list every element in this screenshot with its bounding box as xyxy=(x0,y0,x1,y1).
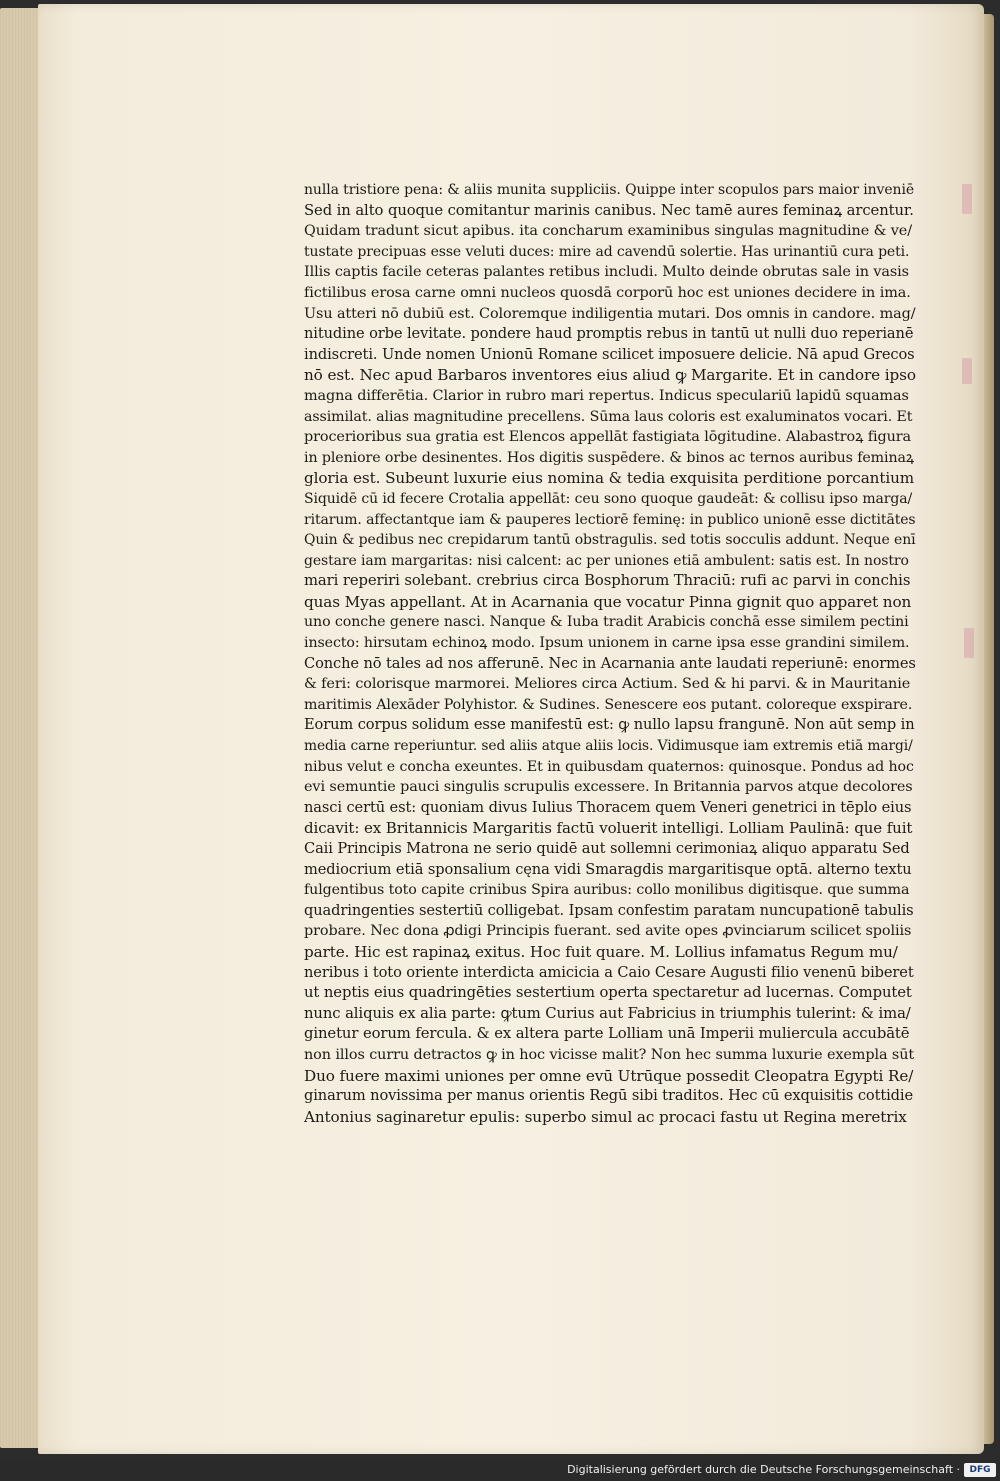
text-line: maritimis Alexāder Polyhistor. & Sudines. Senescere eos putant. coloreque exspirare. xyxy=(304,696,913,713)
text-line: ritarum. affectantque iam & pauperes lectiorē feminę: in publico unionē esse dictitātes xyxy=(304,511,916,528)
text-line: evi semuntie pauci singulis scrupulis excessere. In Britannia parvos atque decolores xyxy=(304,779,913,796)
text-line: Quin & pedibus nec crepidarum tantū obstragulis. sed totis socculis addunt. Neque enī xyxy=(304,532,916,549)
text-line: mediocrium etiā sponsalium cęna vidi Smaragdis margaritisque optā. alterno textu xyxy=(304,860,912,878)
text-line: Caii Principis Matrona ne serio quidē aut sollemni cerimoniaꝝ aliquo apparatu Sed xyxy=(304,840,910,857)
text-line: media carne reperiuntur. sed aliis atque aliis locis. Vidimusque iam extremis etiā margi/ xyxy=(304,738,913,755)
text-line: ut neptis eius quadringēties sestertium operta spectaretur ad lucernas. Computet xyxy=(304,984,912,1002)
page-right-edge xyxy=(984,14,994,1444)
text-line: mari reperiri solebant. crebrius circa Bosphorum Thraciū: rufi ac parvi in conchis xyxy=(304,572,911,590)
text-line: neribus i toto oriente interdicta amicicia a Caio Cesare Augusti filio venenū biberet xyxy=(304,963,914,981)
text-line: non illos curru detractos ꝙ in hoc vicisse malit? Non hec summa luxurie exempla sūt xyxy=(304,1046,915,1063)
text-line: Eorum corpus solidum esse manifestū est: ꝙ nullo lapsu frangunē. Non aūt semp in xyxy=(304,716,915,734)
text-line: Siquidē cū id fecere Crotalia appellāt: ceu sono quoque gaudeāt: & collisu ipso marga/ xyxy=(304,490,913,507)
text-line: Usu atteri nō dubiū est. Coloremque indiligentia mutari. Dos omnis in candore. mag/ xyxy=(304,305,916,322)
footer-credit: Digitalisierung gefördert durch die Deutsche Forschungsgemeinschaft · xyxy=(567,1463,960,1476)
text-line: in pleniore orbe desinentes. Hos digitis suspēdere. & binos ac ternos auribus feminaꝝ xyxy=(304,449,914,466)
text-line: ginetur eorum fercula. & ex altera parte Lolliam unā Imperii muliercula accubātē xyxy=(304,1025,910,1043)
text-line: probare. Nec dona ꝓdigi Principis fuerant. sed avite opes ꝓvinciarum scilicet spoliis xyxy=(304,923,912,940)
text-line: gloria est. Subeunt luxurie eius nomina & tedia exquisita perditione porcantium xyxy=(304,469,915,488)
text-line: quadringenties sestertiū colligebat. Ipsam confestim paratam nuncupationē tabulis xyxy=(304,901,914,919)
text-line: nitudine orbe levitate. pondere haud promptis rebus in tantū ut nulli duo reperianē xyxy=(304,325,914,343)
dfg-logo: DFG xyxy=(964,1463,996,1477)
text-line: magna differētia. Clarior in rubro mari repertus. Indicus speculariū lapidū squamas xyxy=(304,387,909,404)
text-line: nasci certū est: quoniam divus Iulius Thoracem quem Veneri genetrici in tēplo eius xyxy=(304,798,912,816)
text-line: nulla tristiore pena: & aliis munita suppliciis. Quippe inter scopulos pars maior inveniē xyxy=(304,182,915,198)
text-line: Quidam tradunt sicut apibus. ita concharum examinibus singulas magnitudine & ve/ xyxy=(304,223,912,240)
text-line: fulgentibus toto capite crinibus Spira auribus: collo monilibus digitisque. que summa xyxy=(304,882,910,899)
text-line: Sed in alto quoque comitantur marinis canibus. Nec tamē aures feminaꝝ arcentur. xyxy=(304,201,914,219)
text-line: quas Myas appellant. At in Acarnania que vocatur Pinna gignit quo apparet non xyxy=(304,592,912,611)
text-line: Duo fuere maximi uniones per omne evū Utrūque possedit Cleopatra Egypti Re/ xyxy=(304,1066,914,1085)
text-line: uno conche genere nasci. Nanque & Iuba tradit Arabicis conchā esse similem pectini xyxy=(304,614,909,631)
ink-bleed-mark xyxy=(962,184,972,214)
text-line: assimilat. alias magnitudine precellens. Sūma laus coloris est exaluminatos vocari. Et xyxy=(304,408,913,425)
ink-bleed-mark xyxy=(964,628,974,658)
page-stack-edges xyxy=(0,8,40,1448)
text-line: & feri: colorisque marmorei. Meliores circa Actium. Sed & hi parvi. & in Mauritanie xyxy=(304,676,911,693)
printed-text-block xyxy=(304,180,916,1127)
text-line: tustate precipuas esse veluti duces: mire ad cavendū solertie. Has urinantiū cura peti. xyxy=(304,243,910,260)
footer-bar xyxy=(0,1460,1000,1481)
text-line: fictilibus erosa carne omni nucleos quosdā corporū hoc est uniones decidere in ima. xyxy=(304,284,911,301)
ink-bleed-mark xyxy=(962,358,972,384)
text-line: nō est. Nec apud Barbaros inventores eius aliud ꝙ Margarite. Et in candore ipso xyxy=(304,366,916,385)
text-line: gestare iam margaritas: nisi calcent: ac per uniones etiā ambulent: satis est. In nostro xyxy=(304,552,909,569)
text-line: nunc aliquis ex alia parte: ꝙtum Curius aut Fabricius in triumphis tulerint: & ima/ xyxy=(304,1004,911,1022)
text-line: indiscreti. Unde nomen Unionū Romane scilicet imposuere delicie. Nā apud Grecos xyxy=(304,345,915,363)
text-line: nibus velut e concha exeuntes. Et in quibusdam quaternos: quinosque. Pondus ad hoc xyxy=(304,758,914,775)
text-line: dicavit: ex Britannicis Margaritis factū voluerit intelligi. Lolliam Paulinā: que fuit xyxy=(304,819,913,838)
text-line: procerioribus sua gratia est Elencos appellāt fastigiata lōgitudine. Alabastroꝝ figura xyxy=(304,429,912,446)
text-line: Antonius saginaretur epulis: superbo simul ac procaci fastu ut Regina meretrix xyxy=(304,1107,907,1126)
text-line: Conche nō tales ad nos afferunē. Nec in Acarnania ante laudati reperiunē: enormes xyxy=(304,654,916,672)
text-line: insecto: hirsutam echinoꝝ modo. Ipsum unionem in carne ipsa esse grandini similem. xyxy=(304,635,910,652)
text-line: parte. Hic est rapinaꝝ exitus. Hoc fuit quare. M. Lollius infamatus Regum mu/ xyxy=(304,942,898,961)
text-line: ginarum novissima per manus orientis Regū sibi traditos. Hec cū exquisitis cottidie xyxy=(304,1087,914,1105)
text-line: Illis captis facile ceteras palantes retibus includi. Multo deinde obrutas sale in vasis xyxy=(304,264,909,281)
